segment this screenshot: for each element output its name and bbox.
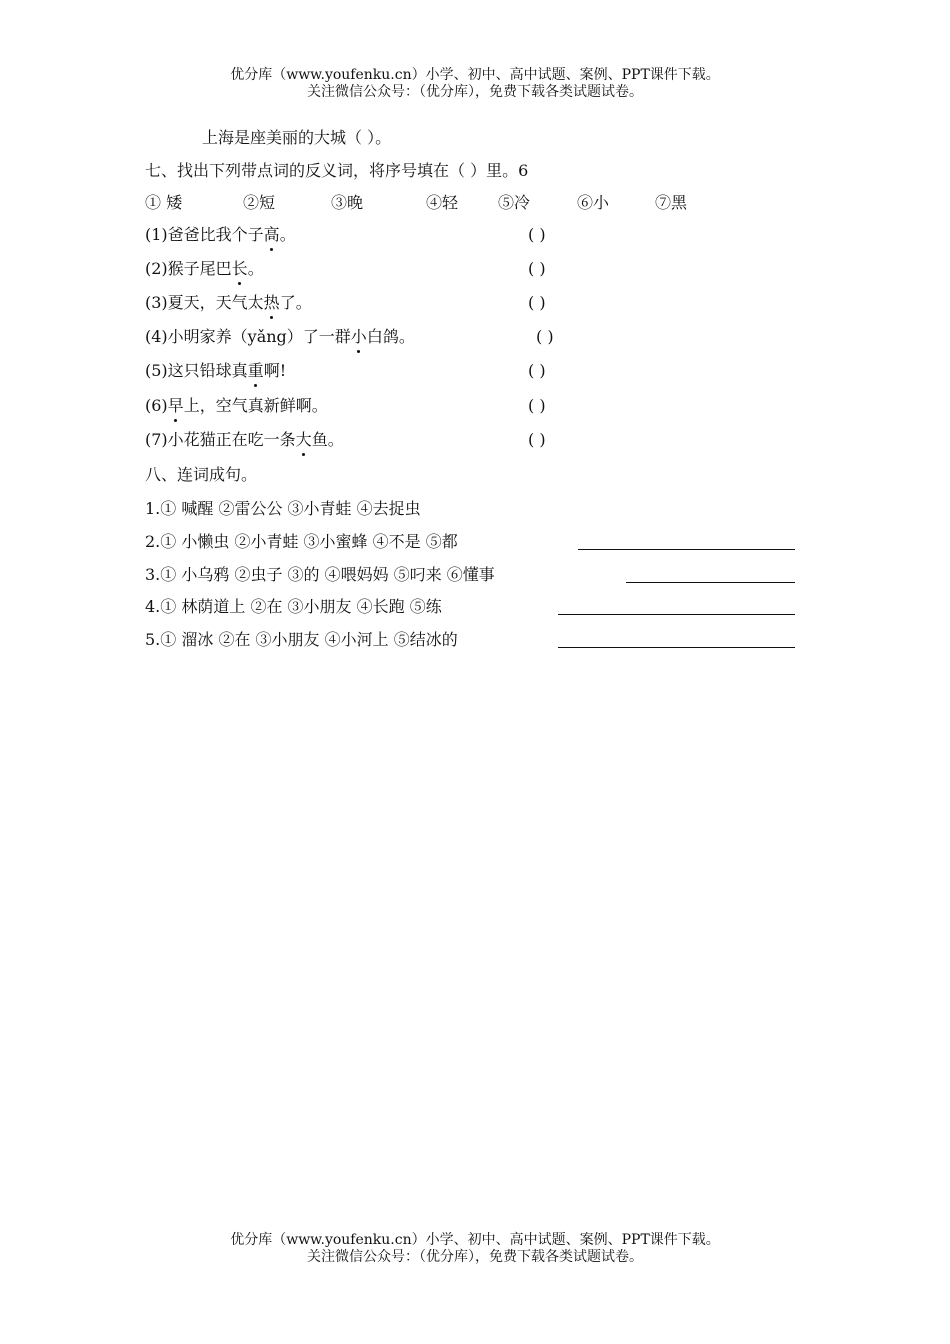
question-item: (4)小明家养（yǎng）了一群小白鸽。 <box>145 327 415 346</box>
footer-line-2: 关注微信公众号：（优分库），免费下载各类试题试卷。 <box>307 1249 643 1265</box>
header-line-1: 优分库（www.youfenku.cn）小学、初中、高中试题、案例、PPT课件下载。 <box>230 67 720 83</box>
answer-paren[interactable]: ( ) <box>528 225 546 244</box>
section8-title: 八、连词成句。 <box>145 465 258 484</box>
dotted-word: 长 <box>231 259 248 278</box>
reorder-item: 1.① 喊醒 ②雷公公 ③小青蛙 ④去捉虫 <box>145 499 421 518</box>
top-sentence: 上海是座美丽的大城（ ）。 <box>202 128 392 147</box>
header-line-2: 关注微信公众号：（优分库），免费下载各类试题试卷。 <box>307 84 643 100</box>
option-2: ②短 <box>243 193 276 212</box>
footer-line-1: 优分库（www.youfenku.cn）小学、初中、高中试题、案例、PPT课件下载。 <box>230 1232 720 1248</box>
option-5: ⑤冷 <box>498 193 531 212</box>
option-4: ④轻 <box>426 193 459 212</box>
dotted-word: 重 <box>247 361 264 380</box>
option-6: ⑥小 <box>577 193 610 212</box>
reorder-item: 5.① 溜冰 ②在 ③小朋友 ④小河上 ⑤结冰的 <box>145 630 458 649</box>
option-3: ③晚 <box>331 193 364 212</box>
dotted-word: 热 <box>263 293 280 312</box>
reorder-item: 4.① 林荫道上 ②在 ③小朋友 ④长跑 ⑤练 <box>145 597 442 616</box>
answer-line[interactable] <box>578 549 795 550</box>
answer-line[interactable] <box>558 647 795 648</box>
answer-paren[interactable]: ( ) <box>528 430 546 449</box>
question-item: (1)爸爸比我个子高。 <box>145 225 296 244</box>
reorder-item: 2.① 小懒虫 ②小青蛙 ③小蜜蜂 ④不是 ⑤都 <box>145 532 458 551</box>
dotted-word: 早 <box>167 396 184 415</box>
answer-paren[interactable]: ( ) <box>528 293 546 312</box>
dotted-word: 小 <box>350 327 367 346</box>
section7-title: 七、找出下列带点词的反义词，将序号填在（ ）里。6 <box>145 161 529 180</box>
answer-paren[interactable]: ( ) <box>528 259 546 278</box>
dotted-word: 大 <box>295 430 312 449</box>
reorder-item: 3.① 小乌鸦 ②虫子 ③的 ④喂妈妈 ⑤叼来 ⑥懂事 <box>145 565 495 584</box>
question-item: (6)早上，空气真新鲜啊。 <box>145 396 328 415</box>
option-7: ⑦黑 <box>655 193 688 212</box>
answer-line[interactable] <box>626 582 795 583</box>
page-header <box>0 67 950 101</box>
answer-paren[interactable]: ( ) <box>528 361 546 380</box>
question-item: (2)猴子尾巴长。 <box>145 259 264 278</box>
option-1: ① 矮 <box>145 193 183 212</box>
answer-paren[interactable]: ( ) <box>528 396 546 415</box>
answer-paren[interactable]: ( ) <box>536 327 554 346</box>
question-item: (3)夏天，天气太热了。 <box>145 293 312 312</box>
page-footer <box>0 1232 950 1266</box>
answer-line[interactable] <box>558 614 795 615</box>
question-item: (7)小花猫正在吃一条大鱼。 <box>145 430 344 449</box>
question-item: (5)这只铅球真重啊! <box>145 361 287 380</box>
dotted-word: 高 <box>263 225 280 244</box>
